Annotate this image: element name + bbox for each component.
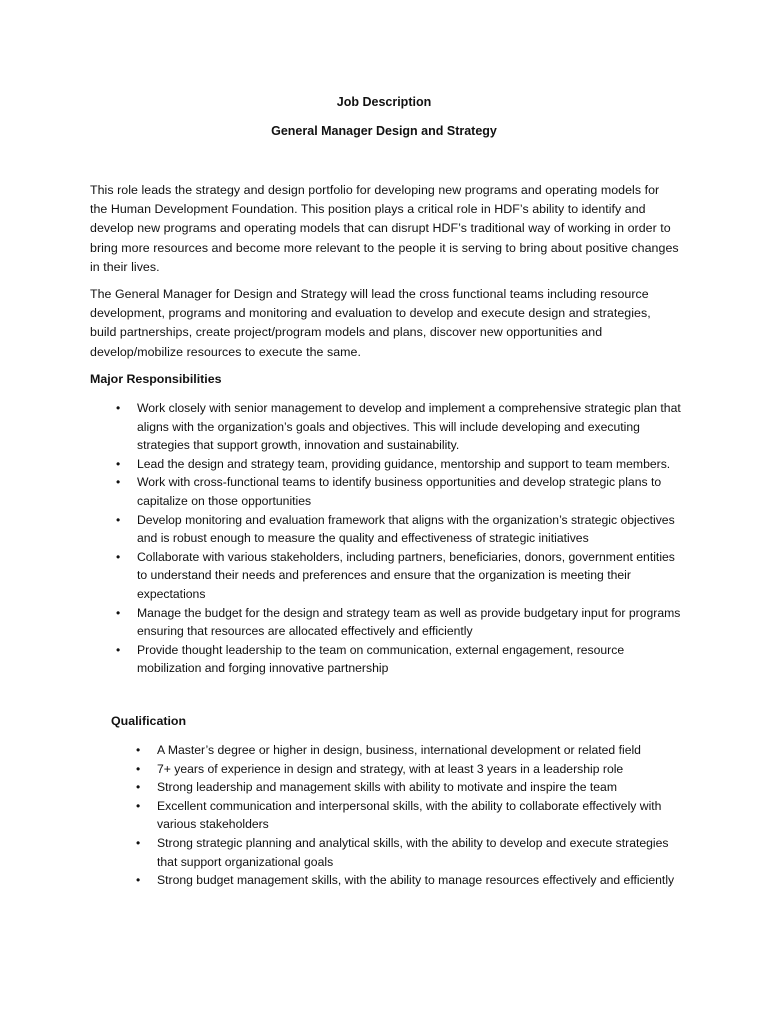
list-item	[136, 741, 677, 760]
bullet-icon: •	[136, 873, 141, 888]
list-item-text: Manage the budget for the design and strategy team as well as provide budgetary input for programs ensuring that resources are allocated effectively and efficiently	[137, 605, 681, 639]
list-item-text: Excellent communication and interpersonal skills, with the ability to collaborate effectively with various stakeholders	[157, 798, 662, 832]
list-item-text: Provide thought leadership to the team on communication, external engagement, resource mobilization and forging innovative partnership	[137, 642, 625, 676]
qualification-heading: Qualification	[111, 714, 187, 728]
list-item	[116, 455, 682, 474]
list-item	[116, 473, 682, 510]
list-item	[116, 641, 682, 678]
list-item	[116, 548, 682, 604]
list-item-text: Strong strategic planning and analytical skills, with the ability to develop and execute strategies that support organizational goals	[157, 835, 669, 869]
list-item-text: Collaborate with various stakeholders, including partners, beneficiaries, donors, government entities to understand their needs and preferences and ensure that the organization is meeting their expectations	[137, 549, 675, 601]
list-item-text: Work with cross-functional teams to identify business opportunities and develop strategic plans to capitalize on those opportunities	[137, 475, 662, 508]
bullet-icon: •	[136, 835, 141, 850]
bullet-icon: •	[116, 549, 121, 564]
list-item-text: Work closely with senior management to develop and implement a comprehensive strategic plan that aligns with the organization’s goals and objectives. This will include developing and executing strategies that support growth, innovation and sustainability.	[137, 401, 681, 453]
list-item	[116, 399, 682, 455]
bullet-icon: •	[136, 798, 141, 813]
document-subtitle: General Manager Design and Strategy	[271, 124, 497, 138]
document-title: Job Description	[336, 95, 432, 109]
responsibilities-heading: Major Responsibilities	[90, 372, 222, 386]
list-item	[136, 871, 677, 890]
role-summary-paragraph: The General Manager for Design and Strategy will lead the cross functional teams including resource development, programs and monitoring and evaluation to develop and execute design and strategies, build partnerships, create project/program models and plans, discover new opportunities and develop/mobilize resources to execute the same.	[90, 287, 651, 359]
list-item-text: A Master’s degree or higher in design, business, international development or related field	[157, 743, 641, 757]
bullet-icon: •	[116, 512, 121, 527]
list-item	[116, 604, 682, 641]
list-item-text: Develop monitoring and evaluation framework that aligns with the organization’s strategic objectives and is robust enough to measure the quality and effectiveness of strategic initiatives	[137, 512, 675, 546]
list-item	[136, 778, 677, 797]
list-item-text: Lead the design and strategy team, providing guidance, mentorship and support to team members.	[137, 456, 671, 471]
bullet-icon: •	[136, 761, 141, 776]
bullet-icon: •	[116, 456, 121, 471]
bullet-icon: •	[116, 642, 121, 657]
responsibilities-list	[116, 399, 682, 678]
list-item	[136, 797, 677, 834]
bullet-icon: •	[136, 780, 141, 795]
list-item-text: 7+ years of experience in design and strategy, with at least 3 years in a leadership role	[157, 761, 624, 776]
list-item	[136, 834, 677, 871]
list-item	[136, 760, 677, 779]
bullet-icon: •	[116, 475, 121, 490]
list-item-text: Strong budget management skills, with the ability to manage resources effectively and efficiently	[157, 873, 675, 888]
list-item	[116, 511, 682, 548]
list-item-text: Strong leadership and management skills with ability to motivate and inspire the team	[157, 780, 617, 795]
bullet-icon: •	[116, 401, 121, 415]
bullet-icon: •	[116, 605, 121, 620]
qualification-list	[136, 741, 677, 890]
intro-paragraph: This role leads the strategy and design portfolio for developing new programs and operating models for the Human Development Foundation. This position plays a critical role in HDF’s ability to identify and develop new programs and operating models that can disrupt HDF’s traditional way of working in order to bring more resources and become more relevant to the people it is serving to bring about positive changes in their lives.	[90, 183, 679, 274]
bullet-icon: •	[136, 743, 141, 757]
